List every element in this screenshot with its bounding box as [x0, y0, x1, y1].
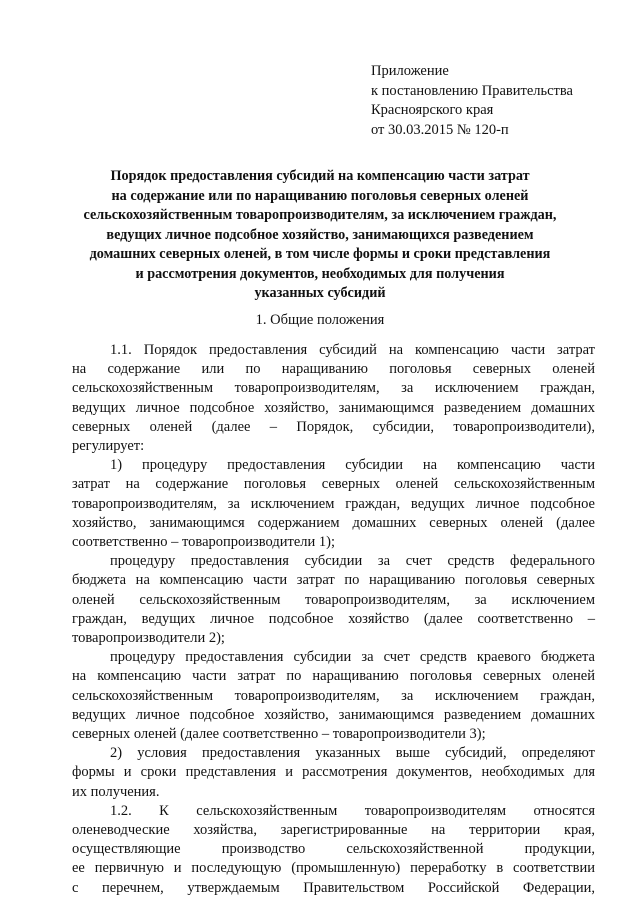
body-line: товаропроизводителям, за исключением граждан, ведущих личное подсобное [72, 495, 595, 512]
appendix-resolution: к постановлению Правительства [371, 82, 573, 99]
body-line: хозяйство, занимающимся содержанием домашних северных оленей (далее [72, 514, 595, 531]
body-line: бюджета на компенсацию части затрат по наращиванию поголовья северных [72, 572, 595, 589]
body-line: ее первичную и последующую (промышленную) переработку в соответствии [72, 860, 595, 877]
title-line: на содержание или по наращиванию поголовья северных оленей [111, 187, 529, 204]
body-line: затрат на содержание поголовья северных оленей сельскохозяйственным [72, 476, 595, 493]
body-line: на содержание или по наращиванию поголовья северных оленей [72, 361, 595, 378]
body-line: соответственно – товаропроизводители 1); [72, 534, 335, 551]
body-line: оленей сельскохозяйственным товаропроизводителям, за исключением [72, 591, 595, 608]
body-line: осуществляющие производство сельскохозяйственной продукции, [72, 841, 595, 858]
body-line: формы и сроки представления и рассмотрения документов, необходимых для [72, 764, 595, 781]
body-line: 2) условия предоставления указанных выше субсидий, определяют [110, 745, 595, 762]
title-line: ведущих личное подсобное хозяйство, занимающихся разведением [106, 226, 534, 243]
appendix-label: Приложение [371, 63, 449, 79]
body-line: ведущих личное подсобное хозяйство, занимающимся разведением домашних [72, 706, 595, 723]
appendix-region: Красноярского края [371, 102, 494, 118]
body-line: 1.1. Порядок предоставления субсидий на компенсацию части затрат [110, 342, 595, 358]
body-line: на компенсацию части затрат по наращиванию поголовья северных оленей [72, 668, 595, 685]
body-line: ведущих личное подсобное хозяйство, занимающимся разведением домашних [72, 399, 595, 416]
document-title [80, 167, 560, 304]
body-line: процедуру предоставления субсидии за счет средств краевого бюджета [110, 649, 595, 666]
body-line: оленеводческие хозяйства, зарегистрированные на территории края, [72, 822, 595, 839]
document-body [72, 341, 595, 898]
body-line: северных оленей (далее соответственно – товаропроизводители 3); [72, 726, 486, 743]
body-line: граждан, ведущих личное подсобное хозяйство (далее соответственно – [72, 610, 595, 627]
body-line: северных оленей (далее – Порядок, субсидии, товаропроизводители), [72, 418, 595, 435]
body-line: с перечнем, утверждаемым Правительством Российской Федерации, [72, 879, 595, 896]
body-line: регулирует: [72, 438, 145, 455]
section-heading: 1. Общие положения [255, 312, 385, 328]
appendix-block [371, 62, 573, 140]
title-line: домашних северных оленей, в том числе формы и сроки представления [89, 246, 551, 262]
appendix-date-number: от 30.03.2015 № 120-п [371, 121, 509, 138]
body-line: товаропроизводители 2); [72, 630, 225, 647]
title-line: Порядок предоставления субсидий на компенсацию части затрат [110, 168, 530, 184]
body-line: 1.2. К сельскохозяйственным товаропроизводителям относятся [110, 802, 595, 819]
body-line: процедуру предоставления субсидии за счет средств федерального [110, 553, 595, 570]
body-line: 1) процедуру предоставления субсидии на компенсацию части [110, 457, 595, 474]
body-line: их получения. [72, 783, 160, 800]
body-line: сельскохозяйственным товаропроизводителям, за исключением граждан, [72, 380, 595, 397]
title-line: и рассмотрения документов, необходимых для получения [135, 265, 505, 282]
body-line: сельскохозяйственным товаропроизводителям, за исключением граждан, [72, 687, 595, 704]
title-line: указанных субсидий [254, 285, 386, 301]
title-line: сельскохозяйственным товаропроизводителям, за исключением граждан, [83, 207, 557, 223]
